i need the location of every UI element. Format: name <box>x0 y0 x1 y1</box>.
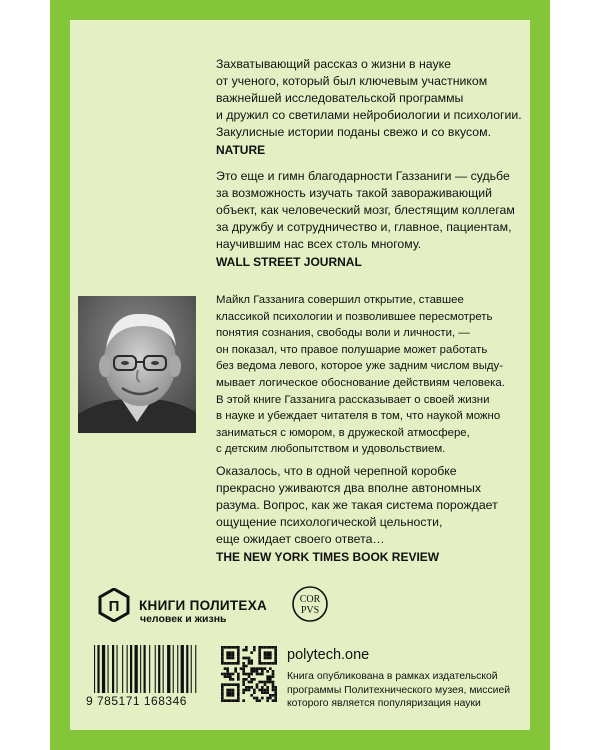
qr-module <box>237 662 240 665</box>
quote-line: от ученого, который был ключевым участником <box>216 74 488 88</box>
qr-module <box>272 646 275 649</box>
qr-module <box>245 689 248 692</box>
hexagon-p-logo-icon <box>97 588 131 622</box>
qr-module <box>274 686 277 689</box>
qr-module <box>237 683 240 686</box>
qr-module <box>226 694 229 697</box>
qr-module <box>264 689 267 692</box>
bio-line: В этой книге Газзанига рассказывает о своей жизни <box>216 393 490 406</box>
bio-line: классикой психологии и позволившее пересмотреть <box>216 310 493 323</box>
qr-module <box>229 689 232 692</box>
qr-module <box>274 694 277 697</box>
corpus-circle-logo-icon <box>291 585 329 623</box>
qr-module <box>253 649 256 652</box>
qr-module <box>232 699 235 702</box>
qr-module <box>237 646 240 649</box>
qr-module <box>237 699 240 702</box>
qr-module <box>266 689 269 692</box>
qr-module <box>242 665 245 668</box>
svg-text:PVS: PVS <box>300 605 320 616</box>
bio-line: понятия сознания, свободы воли и личности, — <box>216 327 470 340</box>
review-quote-nyt <box>216 463 498 566</box>
quote-line: Оказалось, что в одной черепной коробке <box>216 464 457 478</box>
barcode-bar <box>181 645 184 693</box>
barcode-bar <box>144 645 146 693</box>
qr-module <box>221 683 224 686</box>
qr-module <box>229 678 232 681</box>
barcode-bar <box>173 645 174 693</box>
bio-line: мывает логическое обоснование действиям человека. <box>216 376 505 389</box>
qr-module <box>221 686 224 689</box>
qr-module <box>229 657 232 660</box>
qr-module <box>264 667 267 670</box>
qr-module <box>232 662 235 665</box>
qr-module <box>221 659 224 662</box>
note-line: Книга опубликована в рамках издательской <box>287 671 498 682</box>
qr-module <box>242 689 245 692</box>
barcode-bar <box>130 645 132 693</box>
qr-module <box>258 651 261 654</box>
qr-module <box>264 651 267 654</box>
qr-module <box>250 686 253 689</box>
qr-module <box>224 675 227 678</box>
qr-module <box>232 689 235 692</box>
barcode-bar <box>186 645 188 693</box>
barcode-bar <box>195 645 196 693</box>
qr-module <box>232 694 235 697</box>
qr-module <box>226 667 229 670</box>
qr-module <box>261 646 264 649</box>
qr-module <box>258 699 261 702</box>
qr-module <box>224 683 227 686</box>
qr-module <box>261 686 264 689</box>
qr-module <box>226 683 229 686</box>
qr-module <box>266 646 269 649</box>
qr-module <box>266 657 269 660</box>
qr-module <box>274 662 277 665</box>
qr-module <box>226 673 229 676</box>
qr-module <box>250 673 253 676</box>
qr-module <box>226 675 229 678</box>
qr-module <box>269 697 272 700</box>
barcode-bar <box>167 645 170 693</box>
review-quote-nature <box>216 56 522 159</box>
qr-module <box>256 699 259 702</box>
qr-module <box>258 657 261 660</box>
barcode-bar <box>94 645 95 693</box>
qr-module <box>242 691 245 694</box>
qr-module <box>258 667 261 670</box>
qr-module <box>274 689 277 692</box>
qr-module <box>221 673 224 676</box>
svg-text:П: П <box>108 598 120 615</box>
qr-module <box>237 673 240 676</box>
qr-module <box>258 659 261 662</box>
qr-module <box>269 651 272 654</box>
qr-module <box>272 670 275 673</box>
qr-module <box>229 654 232 657</box>
qr-module <box>250 651 253 654</box>
qr-module <box>272 662 275 665</box>
qr-module <box>224 673 227 676</box>
qr-module <box>253 697 256 700</box>
barcode-bar <box>127 645 128 693</box>
qr-module <box>237 649 240 652</box>
bio-line: Майкл Газзанига совершил открытие, ставшее <box>216 294 464 306</box>
qr-module <box>274 651 277 654</box>
qr-module <box>237 694 240 697</box>
qr-module <box>269 654 272 657</box>
qr-module <box>221 689 224 692</box>
qr-module <box>264 657 267 660</box>
corpus-logo <box>291 585 329 628</box>
qr-module <box>232 673 235 676</box>
qr-module <box>232 654 235 657</box>
qr-module <box>245 657 248 660</box>
qr-module <box>245 665 248 668</box>
author-bio <box>216 292 505 458</box>
qr-module <box>274 699 277 702</box>
qr-module <box>261 689 264 692</box>
qr-module <box>237 678 240 681</box>
qr-module <box>250 678 253 681</box>
note-line: которого является популяризация науки <box>287 698 481 710</box>
qr-module <box>242 670 245 673</box>
qr-module <box>253 670 256 673</box>
qr-module <box>221 691 224 694</box>
qr-module <box>234 670 237 673</box>
qr-module <box>237 691 240 694</box>
qr-module <box>272 683 275 686</box>
qr-module <box>229 662 232 665</box>
qr-module <box>240 667 243 670</box>
qr-module <box>248 686 251 689</box>
qr-module <box>237 686 240 689</box>
qr-module <box>248 657 251 660</box>
qr-module <box>232 678 235 681</box>
qr-module <box>221 657 224 660</box>
qr-module <box>237 651 240 654</box>
qr-module <box>226 654 229 657</box>
qr-module <box>242 662 245 665</box>
barcode-bar <box>135 645 138 693</box>
qr-module <box>261 662 264 665</box>
qr-module <box>272 689 275 692</box>
qr-module <box>253 689 256 692</box>
qr-module <box>248 662 251 665</box>
qr-module <box>266 675 269 678</box>
qr-module <box>229 673 232 676</box>
qr-module <box>248 673 251 676</box>
publisher-site: polytech.one <box>287 647 370 663</box>
qr-module <box>253 667 256 670</box>
qr-module <box>250 662 253 665</box>
qr-module <box>256 667 259 670</box>
qr-module <box>237 689 240 692</box>
qr-module <box>232 651 235 654</box>
quote-line: объект, как человеческий мозг, блестящим коллегам <box>216 203 515 217</box>
qr-module <box>274 657 277 660</box>
quote-source: THE NEW YORK TIMES BOOK REVIEW <box>216 550 440 564</box>
qr-module <box>269 681 272 684</box>
qr-module <box>272 681 275 684</box>
qr-module <box>234 662 237 665</box>
bio-line: заниматься с юмором, в дружеской атмосфере, <box>216 426 470 439</box>
qr-module <box>242 678 245 681</box>
qr-module <box>229 646 232 649</box>
qr-module <box>261 697 264 700</box>
qr-module <box>261 673 264 676</box>
qr-module <box>253 646 256 649</box>
qr-module <box>242 667 245 670</box>
note-line: программы Политехнического музея, миссией <box>287 684 511 696</box>
qr-module <box>269 678 272 681</box>
qr-module <box>250 667 253 670</box>
qr-module <box>258 662 261 665</box>
qr-module <box>250 670 253 673</box>
qr-module <box>256 683 259 686</box>
qr-module <box>272 673 275 676</box>
quote-line: и дружил со светилами нейробиологии и психологии. <box>216 108 522 122</box>
quote-line: Это еще и гимн благодарности Газзаниги — судьбе <box>216 169 510 183</box>
publisher-tagline: человек и жизнь <box>140 613 227 625</box>
qr-module <box>224 646 227 649</box>
qr-code <box>221 646 277 702</box>
barcode-bar <box>149 645 150 693</box>
qr-module <box>256 673 259 676</box>
qr-module <box>221 651 224 654</box>
barcode-bar <box>155 645 156 693</box>
qr-module <box>272 686 275 689</box>
quote-line: разума. Вопрос, как же такая система порождает <box>216 498 498 512</box>
qr-module <box>221 694 224 697</box>
qr-module <box>266 686 269 689</box>
qr-module <box>248 689 251 692</box>
author-photo <box>78 296 196 433</box>
qr-module <box>245 686 248 689</box>
qr-module <box>269 667 272 670</box>
qr-module <box>264 662 267 665</box>
qr-module <box>269 694 272 697</box>
qr-module <box>221 649 224 652</box>
qr-module <box>272 675 275 678</box>
qr-module <box>266 670 269 673</box>
qr-module <box>266 678 269 681</box>
qr-module <box>221 654 224 657</box>
qr-module <box>226 670 229 673</box>
qr-module <box>266 691 269 694</box>
qr-module <box>256 697 259 700</box>
qr-module <box>274 646 277 649</box>
qr-module <box>234 699 237 702</box>
qr-module <box>226 646 229 649</box>
qr-module <box>258 681 261 684</box>
qr-module <box>264 691 267 694</box>
qr-module <box>245 649 248 652</box>
qr-module <box>237 654 240 657</box>
qr-module <box>264 683 267 686</box>
qr-module <box>242 673 245 676</box>
qr-module <box>274 654 277 657</box>
qr-module <box>242 649 245 652</box>
qr-module <box>266 651 269 654</box>
qr-module <box>226 657 229 660</box>
qr-module <box>258 673 261 676</box>
qr-module <box>224 699 227 702</box>
qr-module <box>261 667 264 670</box>
qr-module <box>248 659 251 662</box>
qr-module <box>221 646 224 649</box>
barcode-digits: 9 785171 168346 <box>86 694 187 708</box>
qr-module <box>256 686 259 689</box>
qr-module <box>226 691 229 694</box>
qr-module <box>242 699 245 702</box>
qr-module <box>245 678 248 681</box>
qr-module <box>229 691 232 694</box>
barcode-bar <box>97 645 99 693</box>
qr-module <box>250 694 253 697</box>
quote-line: Захватывающий рассказ о жизни в науке <box>216 57 451 71</box>
quote-line: за возможность изучать такой завораживающий <box>216 186 492 200</box>
qr-module <box>232 646 235 649</box>
qr-module <box>274 697 277 700</box>
qr-module <box>269 646 272 649</box>
qr-module <box>242 657 245 660</box>
qr-module <box>229 651 232 654</box>
qr-module <box>234 667 237 670</box>
qr-module <box>261 681 264 684</box>
qr-module <box>266 662 269 665</box>
barcode-bar <box>163 645 164 693</box>
publisher-note <box>287 670 510 711</box>
quote-line: важнейшей исследовательской программы <box>216 91 464 105</box>
quote-source: NATURE <box>216 143 266 157</box>
qr-module <box>242 681 245 684</box>
qr-module <box>258 646 261 649</box>
qr-module <box>226 689 229 692</box>
qr-module <box>274 659 277 662</box>
quote-line: научившим нас всех столь многому. <box>216 237 422 251</box>
barcode-bar <box>122 645 123 693</box>
quote-line: ощущение психологической цельности, <box>216 515 443 529</box>
barcode-bar <box>140 645 141 693</box>
qr-module <box>274 691 277 694</box>
qr-module <box>237 659 240 662</box>
qr-module <box>221 662 224 665</box>
qr-module <box>248 681 251 684</box>
qr-module <box>264 646 267 649</box>
qr-module <box>256 670 259 673</box>
qr-module <box>266 681 269 684</box>
author-portrait-icon <box>78 296 196 433</box>
qr-module <box>226 662 229 665</box>
barcode-bar <box>108 645 109 693</box>
qr-module <box>237 657 240 660</box>
qr-module <box>221 697 224 700</box>
qr-module <box>248 675 251 678</box>
qr-module <box>253 678 256 681</box>
qr-module <box>226 651 229 654</box>
qr-module <box>232 691 235 694</box>
qr-module <box>221 699 224 702</box>
qr-module <box>242 683 245 686</box>
qr-module <box>245 673 248 676</box>
qr-module <box>224 662 227 665</box>
qr-module <box>237 697 240 700</box>
qr-module <box>258 649 261 652</box>
qr-module <box>253 691 256 694</box>
qr-module <box>250 681 253 684</box>
qr-module <box>229 675 232 678</box>
qr-module <box>229 699 232 702</box>
qr-module <box>264 681 267 684</box>
qr-module <box>272 694 275 697</box>
qr-module <box>261 670 264 673</box>
barcode-bar <box>158 645 160 693</box>
qr-module <box>234 646 237 649</box>
bio-line: он показал, что правое полушарие может работать <box>216 343 488 356</box>
barcode-bar <box>177 645 178 693</box>
qr-module <box>237 675 240 678</box>
qr-module <box>229 694 232 697</box>
qr-module <box>258 689 261 692</box>
publisher-name: КНИГИ ПОЛИТЕХА <box>139 597 268 613</box>
bio-line: без ведома левого, которое уже задним числом выду- <box>216 360 504 373</box>
qr-module <box>226 699 229 702</box>
qr-module <box>245 646 248 649</box>
qr-module <box>258 654 261 657</box>
quote-line: Закулисные истории поданы свежо и со вкусом. <box>216 125 491 139</box>
qr-module <box>266 699 269 702</box>
qr-module <box>269 657 272 660</box>
quote-source: WALL STREET JOURNAL <box>216 255 362 269</box>
qr-module <box>232 683 235 686</box>
qr-module <box>264 654 267 657</box>
qr-module <box>224 667 227 670</box>
review-quote-wsj <box>216 168 515 271</box>
qr-module <box>269 662 272 665</box>
bio-line: с детским любопытством и удовольствием. <box>216 443 446 456</box>
svg-text:COR: COR <box>299 594 321 605</box>
qr-module <box>266 697 269 700</box>
barcode-bar <box>112 645 114 693</box>
qr-module <box>232 657 235 660</box>
qr-module <box>266 654 269 657</box>
quote-line: еще ожидает своего ответа… <box>216 532 385 546</box>
bio-line: в науке и убеждает читателя в том, что наукой можно <box>216 410 501 423</box>
quote-line: за дружбу и сотрудничество и, главное, пациентам, <box>216 220 512 234</box>
barcode-bar <box>191 645 192 693</box>
qr-module <box>250 659 253 662</box>
qr-module <box>229 683 232 686</box>
qr-module <box>234 683 237 686</box>
qr-module <box>274 649 277 652</box>
qr-module <box>272 699 275 702</box>
qr-module <box>269 675 272 678</box>
qr-module <box>261 691 264 694</box>
barcode-bar <box>102 645 105 693</box>
barcode-bar <box>117 645 118 693</box>
quote-line: прекрасно уживаются два вполне автономных <box>216 481 481 495</box>
